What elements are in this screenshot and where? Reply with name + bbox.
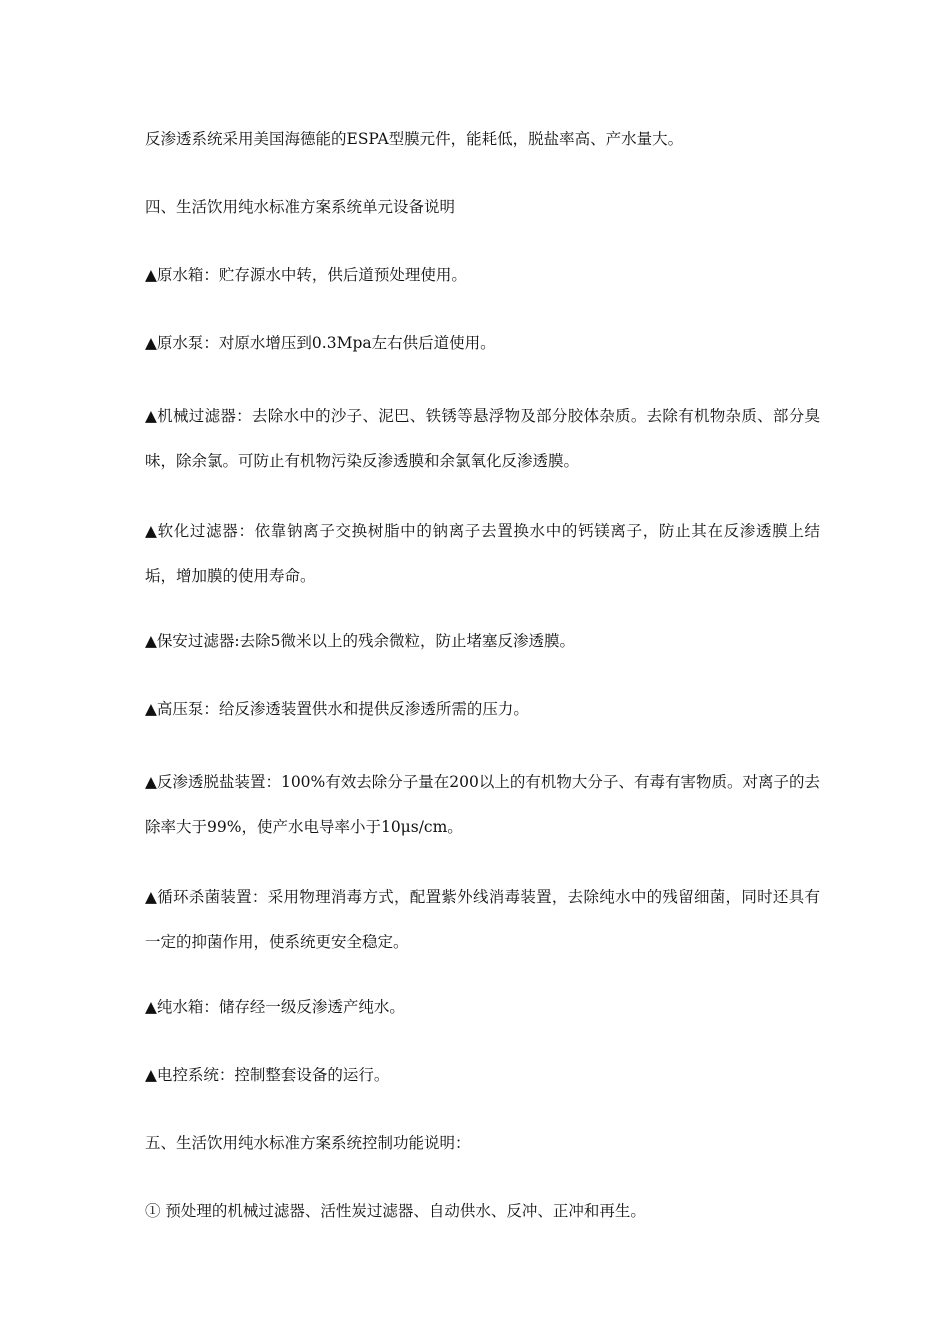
document-body <box>145 122 820 1262</box>
item-high-pressure-pump: ▲高压泵：给反渗透装置供水和提供反渗透所需的压力。 <box>145 700 529 718</box>
item-softening-filter: ▲软化过滤器：依靠钠离子交换树脂中的钠离子去置换水中的钙镁离子，防止其在反渗透膜上结垢，增加膜的使用寿命。 <box>145 522 820 585</box>
item-security-filter: ▲保安过滤器:去除5微米以上的残余微粒，防止堵塞反渗透膜。 <box>145 632 576 650</box>
paragraph-ro-membrane: 反渗透系统采用美国海德能的ESPA型膜元件，能耗低，脱盐率高、产水量大。 <box>145 130 684 148</box>
item-ro-desalination: ▲反渗透脱盐装置：100%有效去除分子量在200以上的有机物大分子、有毒有害物质。对离子的去除率大于99%，使产水电导率小于10μs/cm。 <box>145 773 820 836</box>
item-raw-water-tank: ▲原水箱：贮存源水中转，供后道预处理使用。 <box>145 266 467 284</box>
section-heading-4: 四、生活饮用纯水标准方案系统单元设备说明 <box>145 198 456 216</box>
control-function-1: ① 预处理的机械过滤器、活性炭过滤器、自动供水、反冲、正冲和再生。 <box>145 1202 646 1220</box>
item-sterilization: ▲循环杀菌装置：采用物理消毒方式，配置紫外线消毒装置，去除纯水中的残留细菌，同时还具有一定的抑菌作用，使系统更安全稳定。 <box>145 888 820 951</box>
item-pure-water-tank: ▲纯水箱：储存经一级反渗透产纯水。 <box>145 998 405 1016</box>
item-raw-water-pump: ▲原水泵：对原水增压到0.3Mpa左右供后道使用。 <box>145 334 496 352</box>
item-mechanical-filter: ▲机械过滤器：去除水中的沙子、泥巴、铁锈等悬浮物及部分胶体杂质。去除有机物杂质、部分臭味，除余氯。可防止有机物污染反渗透膜和余氯氧化反渗透膜。 <box>145 407 820 470</box>
section-heading-5: 五、生活饮用纯水标准方案系统控制功能说明： <box>145 1134 471 1152</box>
item-control-system: ▲电控系统：控制整套设备的运行。 <box>145 1066 390 1084</box>
